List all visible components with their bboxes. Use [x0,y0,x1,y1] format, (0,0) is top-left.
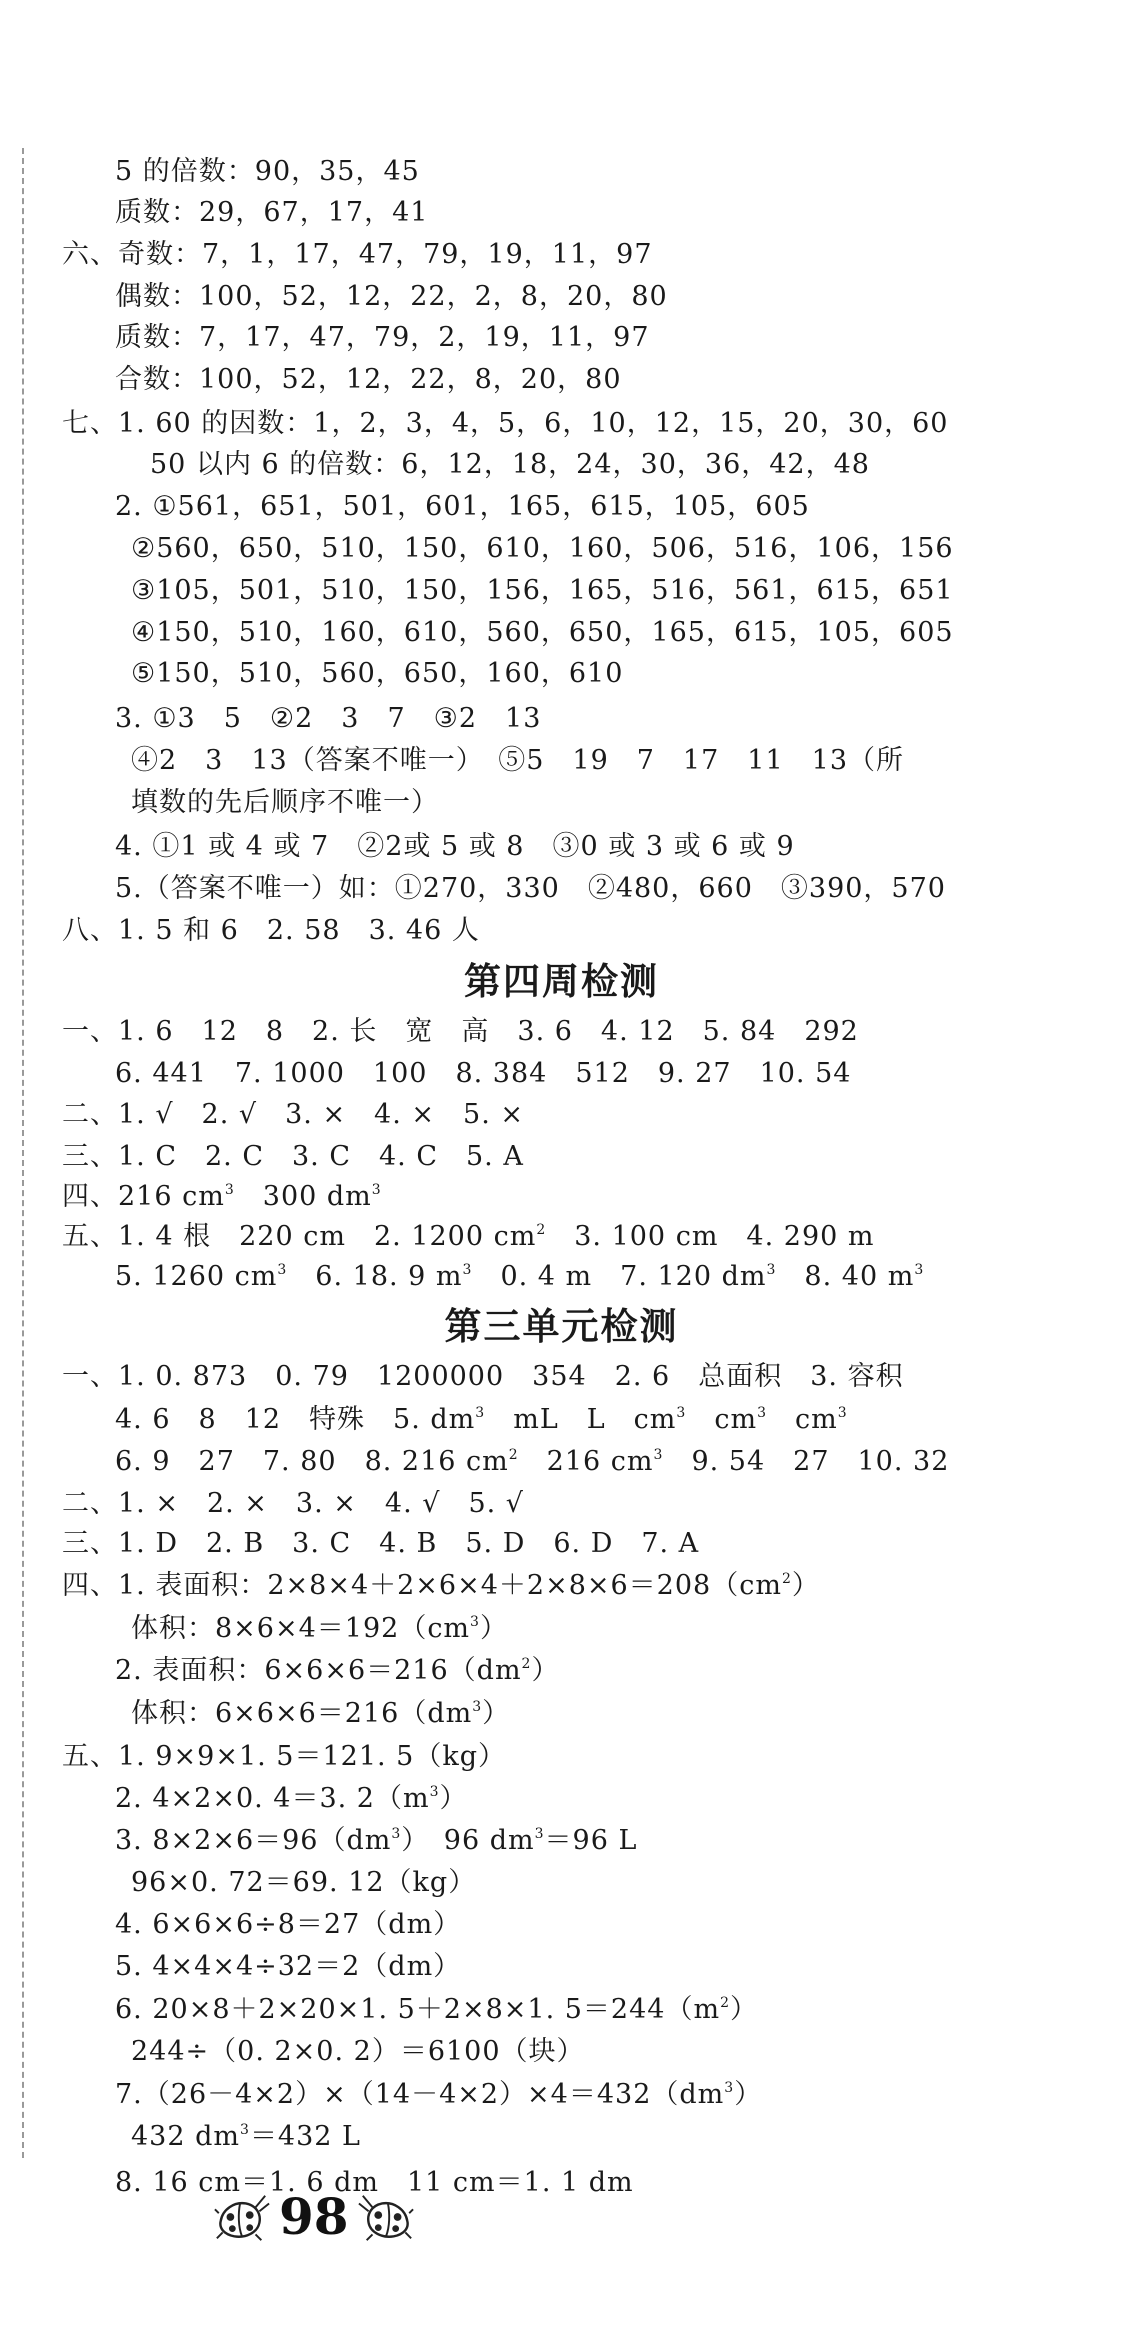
answer-line: 6. 9 27 7. 80 8. 216 $cm^2$ 216 $cm^3$ 9. 54 27 10. 32 [115,1446,950,1477]
section-title: 第三单元检测 [444,1305,679,1348]
answer-line: 5.（答案不唯一）如：①270，330 ②480，660 ③390，570 [115,873,946,904]
answer-line: ③105，501，510，150，156，165，516，561，615，651 [131,575,954,606]
answer-line: 8. 16 cm＝1. 6 dm 11 cm＝1. 1 dm [115,2167,634,2198]
page-number-footer [213,2183,415,2251]
answer-line: 4. ①1 或 4 或 7 ②2或 5 或 8 ③0 或 3 或 6 或 9 [115,831,795,862]
section-title: 第四周检测 [464,960,659,1003]
answer-line: 质数：29，67，17，41 [115,197,429,228]
answer-line: 4. 6×6×6÷8＝27（dm） [115,1909,462,1940]
answer-line: 五、1. 4 根 220 cm 2. 1200 $cm^2$ 3. 100 cm 4. 290 m [62,1221,875,1252]
answer-line: ⑤150，510，560，650，160，610 [131,658,624,689]
answer-line: 一、1. 6 12 8 2. 长 宽 高 3. 6 4. 12 5. 84 292 [62,1016,859,1047]
answer-line: 五、1. 9×9×1. 5＝121. 5（kg） [62,1741,506,1772]
answer-line: $7.(26-4\times 2)\times(14-4\times 2)\times 4=432(dm^3)$ [115,2079,763,2110]
answer-line: 2. 表面积：$6\times 6\times 6=216(dm^2)$ [115,1655,560,1686]
ladybug-icon [357,2188,415,2246]
answer-line: 填数的先后顺序不唯一） [131,787,439,818]
answer-line: 二、1. √ 2. √ 3. × 4. × 5. × [62,1099,524,1130]
answer-line: ④150，510，160，610，560，650，165，615，105，605 [131,617,954,648]
answer-line: 六、奇数：7，1，17，47，79，19，11，97 [62,239,653,270]
answer-line: 一、1. 0. 873 0. 79 1200000 354 2. 6 总面积 3. 容积 [62,1361,904,1392]
answer-line: 质数：7，17，47，79，2，19，11，97 [115,322,650,353]
answer-line: 三、1. D 2. B 3. C 4. B 5. D 6. D 7. A [62,1528,700,1559]
answer-line: ②560，650，510，150，610，160，506，516，106，156 [131,533,954,564]
answer-line: 偶数：100，52，12，22，2，8，20，80 [115,281,668,312]
answer-line: ④2 3 13（答案不唯一） ⑤5 19 7 17 11 13（所 [131,745,904,776]
ladybug-icon [213,2188,271,2246]
answer-line: 三、1. C 2. C 3. C 4. C 5. A [62,1141,524,1172]
answer-line: 体积：$8\times 6\times 4=192(cm^3)$ [131,1613,508,1644]
answer-line: 四、216 $cm^3$ 300 $dm^3$ [62,1181,382,1212]
answer-line: 二、1. × 2. × 3. × 4. √ 5. √ [62,1488,524,1519]
answer-line: 5. 1260 $cm^3$ 6. 18. 9 $m^3$ 0. 4 m 7. 120 $dm^3$ 8. 40 $m^3$ [115,1261,925,1292]
answer-line: 5. 4×4×4÷32＝2（dm） [115,1951,462,1982]
answer-line: 432 $dm^3=432$ L [131,2121,361,2152]
answer-line: 合数：100，52，12，22，8，20，80 [115,364,622,395]
page-number: 98 [279,2187,349,2246]
answer-line: 体积：$6\times 6\times 6=216(dm^3)$ [131,1698,511,1729]
answer-line: 6. 20×8＋2×20×1. 5＋2×8×1. $5=244(m^2)$ [115,1994,758,2025]
answer-line: 96×0. 72＝69. 12（kg） [131,1867,477,1898]
answer-line: 50 以内 6 的倍数：6，12，18，24，30，36，42，48 [150,449,870,480]
answer-line: 四、1. 表面积：$2\times 8\times 4+2\times 6\times 4+2\times 8\times 6=208(cm^2)$ [62,1570,820,1601]
answer-line: 2. 4×2×0. 4＝3. $2(m^3)$ [115,1783,468,1814]
binding-dashed-line [22,148,24,2158]
answer-line: 3. ①3 5 ②2 3 7 ③2 13 [115,703,542,734]
answer-line: 5 的倍数：90，35，45 [115,156,420,187]
answer-line: 244÷（0. 2×0. 2）＝6100（块） [131,2036,585,2067]
answer-line: 6. 441 7. 1000 100 8. 384 512 9. 27 10. 54 [115,1058,852,1089]
answer-line: 3. $8\times 2\times 6=96(dm^3)$ 96 $dm^3=96$ L [115,1825,638,1856]
answer-line: 4. 6 8 12 特殊 5. $dm^3$ mL L $cm^3$ $cm^3$ $cm^3$ [115,1404,848,1435]
answer-line: 七、1. 60 的因数：1，2，3，4，5，6，10，12，15，20，30，60 [62,408,949,439]
answer-line: 八、1. 5 和 6 2. 58 3. 46 人 [62,915,480,946]
answer-line: 2. ①561，651，501，601，165，615，105，605 [115,491,810,522]
